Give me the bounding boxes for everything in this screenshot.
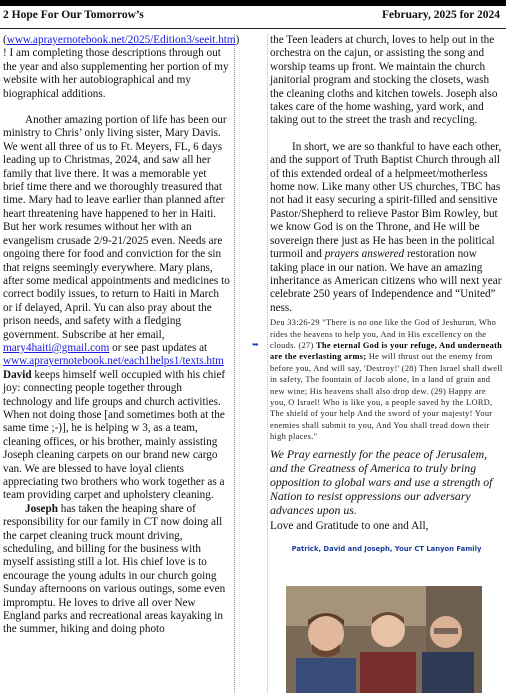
- anchor-marker-icon: ➥: [252, 340, 259, 349]
- paragraph-mary: Another amazing portion of life has been our ministry to Chris’ only living sister, Mary Davis. We went all three of us to Ft. Meyers, FL, 6 days leading up to Christmas, 2024, and saw all her family that live there. It was a memorable yet brief time there and we thoroughly treasured that time. Mary had to leave earlier than planned after heart threatening have happened to her in Haiti. But her work resumes without her with an evangelism crusade 2/9-21/2025 even. Needs are ongoing there for food and conviction for the sin that reigns seemingly everywhere. Mary plans, after some medical appointments and medicines to correct bodily issues, to return to Haiti in March or if delayed, April. Yu can also pray about the prison needs, and safety with a fledging government. Subscribe at her email, mary4haiti@gmail.com or see past updates at www.aprayernotebook.net/each1helps1/texts.htm: [3, 114, 230, 368]
- paragraph-joseph: Joseph has taken the heaping share of responsibility for our family in CT now doing all the carpet cleaning truck mount driving, scheduling, and billing for the business with myself assisting still a lot. His chief love is to encourage the young adults in our church going Sunday afternoons on various outings, some even impromptu. He loves to drive all over New England parks and recreational areas kayaking in the summer, hiking and doing photo: [3, 502, 226, 636]
- family-photo: [286, 586, 482, 693]
- prayer-text: We Pray earnestly for the peace of Jerusalem, and the Greatness of America to truly bring opposition to global wars and use a strength of Nation to resist oppressions our adversary advances upon us.: [270, 446, 493, 517]
- joseph-name: Joseph: [25, 502, 58, 515]
- header-date: February, 2025 for 2024: [382, 9, 500, 21]
- paragraph-church-roles: the Teen leaders at church, loves to help out in the orchestra on the cajun, or assisting the song and worship teams up front. We maintain the church janitorial program and stocking the closets, wash the cleaning cloths and kitchen towels. Joseph also takes care of the home washing, yard work, and taking out to the street the trash and recycling.: [270, 34, 498, 127]
- left-column: [3, 34, 240, 693]
- paragraph-website: (www.aprayernotebook.net/2025/Edition3/seeit.htm) ! I am completing those descriptions through out the year and also supplementing her portion of my website with her autobiographical and my biographical additions.: [3, 34, 240, 100]
- closing-line: Love and Gratitude to one and All,: [270, 519, 429, 532]
- photo-caption: Patrick, David and Joseph, Your CT Lanyon Family: [291, 545, 482, 553]
- header-title: 2 Hope For Our Tomorrow’s: [3, 9, 144, 21]
- website-link-each1helps1[interactable]: www.aprayernotebook.net/each1helps1/texts.htm: [3, 355, 224, 368]
- page-header: [3, 9, 503, 25]
- email-link-mary[interactable]: mary4haiti@gmail.com: [3, 341, 110, 354]
- top-border: [0, 0, 506, 6]
- paragraph-david: David keeps himself well occupied with his chief joy: connecting people together through technology and life groups and church activities. When not doing those [and sometimes both at the same time ;-)], he is helping w 3, as a team, cleaning offices, or his brother, mainly assisting Joseph cleaning carpets on our brand new cargo van. We are blessed to have loyal clients appreciating two brothers who work together as a team providing carpet and upholstery cleaning.: [3, 368, 226, 502]
- header-rule: [0, 28, 506, 29]
- website-link-edition3[interactable]: www.aprayernotebook.net/2025/Edition3/seeit.htm: [6, 34, 236, 46]
- david-name: David: [3, 368, 32, 381]
- scripture-verse: Deu 33:26-29 "There is no one like the God of Jeshurun, Who rides the heavens to help you, And in His excellency on the clouds. (27) The eternal God is your refuge, And underneath are the everlasting arms; He will thrust out the enemy from before you, And will say, 'Destroy!' (28) Then Israel shall dwell in safety, The fountain of Jacob alone, In a land of grain and new wine; His heavens shall also drop dew. (29) Happy are you, O Israel! Who is like you, a people saved by the LORD, The shield of your help And the sword of your majesty! Your enemies shall submit to you, And You shall tread down their high places.": [270, 318, 503, 442]
- paragraph-thankful: In short, we are so thankful to have each other, and the support of Truth Baptist Church through all of this extended ordeal of a helpmeet/motherless home now. Like many other US churches, TBC has not had it easy securing a spirit-filled and sensitive Pastor/Shepherd to relieve Pastor Bim Rowley, but we know God is on the Throne, and He will be sovereign there just as He has been in the political turmoil and prayers answered restoration now taking place in our nation. We have an amazing inheritance as American citizens who will next year celebrate 250 years of Independence and “United” ness.: [270, 140, 502, 314]
